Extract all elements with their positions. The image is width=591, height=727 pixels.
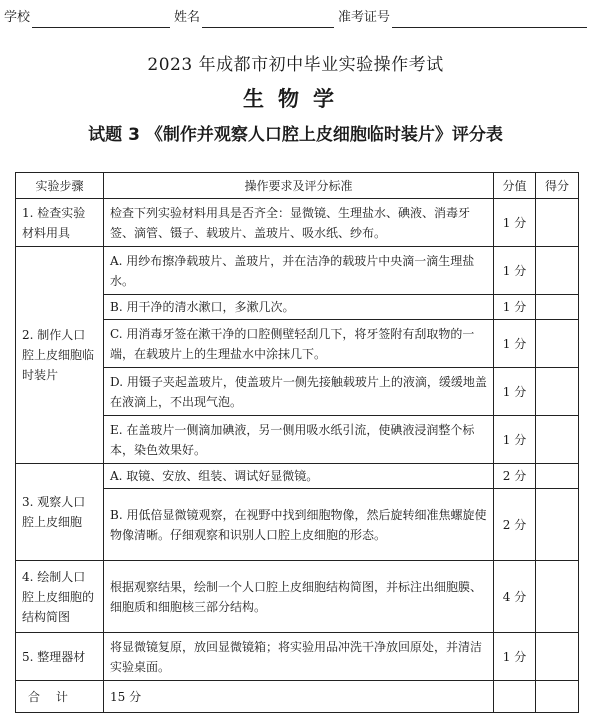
scoring-table — [15, 172, 579, 713]
requirement-text: 根据观察结果，绘制一个人口腔上皮细胞结构简图，并标注出细胞膜、细胞质和细胞核三部分结构。 — [104, 561, 494, 633]
table-row — [16, 247, 579, 295]
score-value: 1 分 — [494, 633, 536, 681]
earned-cell[interactable] — [536, 247, 579, 295]
requirement-text: D. 用镊子夹起盖玻片，使盖玻片一侧先接触载玻片上的液滴，缓缓地盖在液滴上，不出现气泡。 — [104, 368, 494, 416]
score-value: 2 分 — [494, 489, 536, 561]
table-row — [16, 464, 579, 489]
requirement-text: C. 用消毒牙签在漱干净的口腔侧壁轻刮几下，将牙签附有刮取物的一端，在载玻片上的生理盐水中涂抹几下。 — [104, 320, 494, 368]
score-value: 1 分 — [494, 416, 536, 464]
requirement-text: A. 用纱布擦净载玻片、盖玻片，并在洁净的载玻片中央滴一滴生理盐水。 — [104, 247, 494, 295]
school-label: 学校 — [4, 10, 31, 25]
header-earned: 得分 — [536, 173, 579, 199]
earned-cell[interactable] — [536, 295, 579, 320]
requirement-text: B. 用干净的清水漱口，多漱几次。 — [104, 295, 494, 320]
earned-cell[interactable] — [536, 633, 579, 681]
earned-cell[interactable] — [536, 489, 579, 561]
requirement-text: E. 在盖玻片一侧滴加碘液，另一侧用吸水纸引流，使碘液浸润整个标本，染色效果好。 — [104, 416, 494, 464]
earned-cell[interactable] — [536, 416, 579, 464]
table-row — [16, 561, 579, 633]
exam-title: 2023 年成都市初中毕业实验操作考试 — [147, 55, 444, 75]
earned-cell[interactable] — [536, 199, 579, 247]
score-value: 1 分 — [494, 320, 536, 368]
total-value: 15 分 — [104, 681, 494, 713]
earned-cell[interactable] — [536, 368, 579, 416]
earned-cell[interactable] — [536, 464, 579, 489]
earned-cell[interactable] — [536, 561, 579, 633]
exam-id-field[interactable] — [392, 27, 587, 28]
subject-title: 生物学 — [243, 87, 348, 111]
score-value: 2 分 — [494, 464, 536, 489]
step-name: 4. 绘制人口腔上皮细胞的结构简图 — [16, 561, 104, 633]
requirement-text: 检查下列实验材料用具是否齐全：显微镜、生理盐水、碘液、消毒牙签、滴管、镊子、载玻片、盖玻片、吸水纸、纱布。 — [104, 199, 494, 247]
header-requirement: 操作要求及评分标准 — [104, 173, 494, 199]
table-row — [16, 633, 579, 681]
requirement-text: A. 取镜、安放、组装、调试好显微镜。 — [104, 464, 494, 489]
score-value: 1 分 — [494, 247, 536, 295]
score-value: 1 分 — [494, 295, 536, 320]
table-row — [16, 199, 579, 247]
earned-cell[interactable] — [536, 320, 579, 368]
candidate-info-line — [4, 8, 587, 30]
score-value: 1 分 — [494, 199, 536, 247]
total-earned-cell[interactable] — [536, 681, 579, 713]
step-name: 1. 检查实验材料用具 — [16, 199, 104, 247]
header-step: 实验步骤 — [16, 173, 104, 199]
requirement-text: 将显微镜复原，放回显微镜箱；将实验用品冲洗干净放回原处，并清洁实验桌面。 — [104, 633, 494, 681]
name-label: 姓名 — [174, 10, 201, 25]
requirement-text: B. 用低倍显微镜观察，在视野中找到细胞物像，然后旋转细准焦螺旋使物像清晰。仔细观察和识别人口腔上皮细胞的形态。 — [104, 489, 494, 561]
name-field[interactable] — [202, 27, 334, 28]
header-score: 分值 — [494, 173, 536, 199]
score-value: 1 分 — [494, 368, 536, 416]
step-name: 5. 整理器材 — [16, 633, 104, 681]
school-field[interactable] — [32, 27, 170, 28]
exam-id-label: 准考证号 — [338, 10, 391, 25]
total-row — [16, 681, 579, 713]
total-score-cell — [494, 681, 536, 713]
score-value: 4 分 — [494, 561, 536, 633]
table-header-row — [16, 173, 579, 199]
step-name: 3. 观察人口腔上皮细胞 — [16, 464, 104, 561]
question-title: 试题 3 《制作并观察人口腔上皮细胞临时装片》评分表 — [88, 125, 503, 145]
total-label: 合 计 — [16, 681, 104, 713]
step-name: 2. 制作人口腔上皮细胞临时装片 — [16, 247, 104, 464]
